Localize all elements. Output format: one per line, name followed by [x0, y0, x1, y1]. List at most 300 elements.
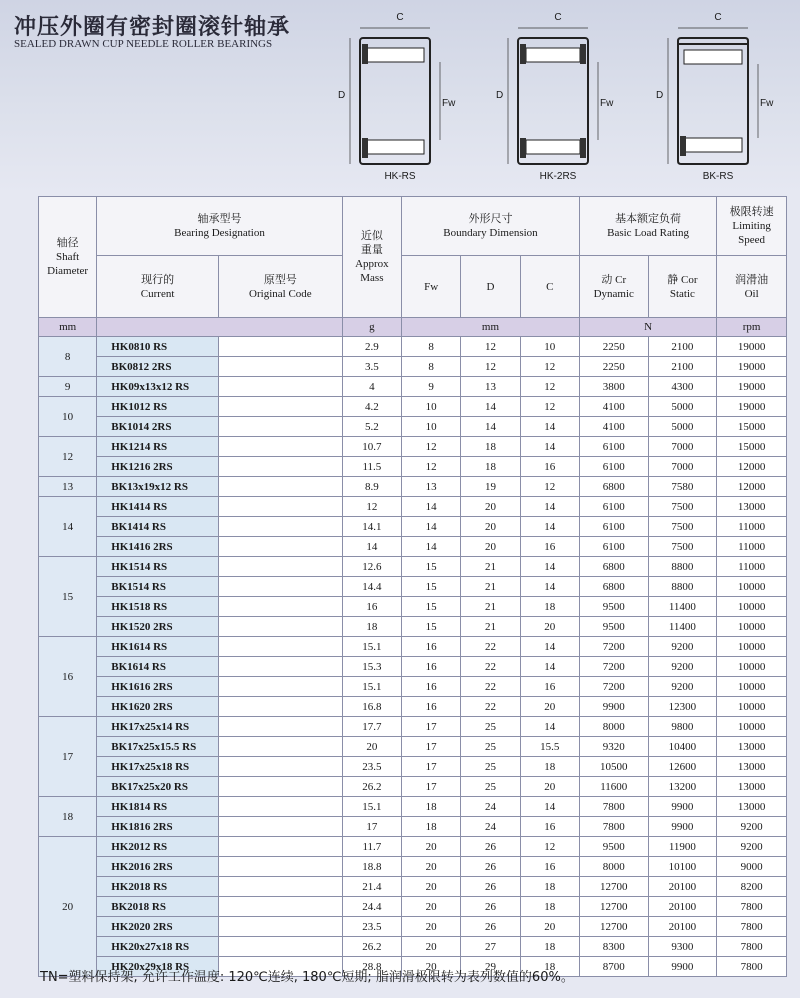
dynamic-load-cell: 6800	[579, 477, 648, 497]
mass-cell: 12	[342, 497, 401, 517]
original-code-cell	[218, 577, 342, 597]
unit-blank	[97, 318, 343, 337]
original-code-cell	[218, 677, 342, 697]
static-load-cell: 9900	[648, 797, 717, 817]
dimension-d-label: D	[656, 90, 664, 101]
d-cell: 25	[461, 757, 520, 777]
table-row	[39, 377, 787, 397]
table-row	[39, 637, 787, 657]
d-cell: 25	[461, 737, 520, 757]
static-load-cell: 7500	[648, 537, 717, 557]
dimension-d-label: D	[496, 90, 504, 101]
table-row	[39, 757, 787, 777]
static-load-cell: 7500	[648, 517, 717, 537]
static-load-cell: 20100	[648, 917, 717, 937]
c-cell: 18	[520, 937, 579, 957]
dynamic-load-cell: 6100	[579, 497, 648, 517]
current-code-cell: HK1816 2RS	[97, 817, 219, 837]
original-code-cell	[218, 457, 342, 477]
dynamic-load-cell: 9500	[579, 597, 648, 617]
original-code-cell	[218, 757, 342, 777]
dynamic-load-cell: 7800	[579, 817, 648, 837]
fw-cell: 15	[402, 617, 461, 637]
fw-cell: 20	[402, 897, 461, 917]
table-row	[39, 597, 787, 617]
d-cell: 22	[461, 677, 520, 697]
mass-cell: 10.7	[342, 437, 401, 457]
d-cell: 18	[461, 457, 520, 477]
shaft-diameter-cell: 16	[39, 637, 97, 717]
mass-cell: 12.6	[342, 557, 401, 577]
static-load-cell: 12600	[648, 757, 717, 777]
c-cell: 14	[520, 717, 579, 737]
speed-cell: 7800	[717, 917, 787, 937]
speed-cell: 19000	[717, 377, 787, 397]
header-row-1	[39, 197, 787, 256]
table-row	[39, 717, 787, 737]
shaft-header: 轴径 Shaft Diameter	[39, 197, 97, 318]
mass-cell: 16.8	[342, 697, 401, 717]
mass-cell: 11.7	[342, 837, 401, 857]
original-code-cell	[218, 377, 342, 397]
dynamic-load-cell: 6100	[579, 537, 648, 557]
static-load-cell: 11400	[648, 617, 717, 637]
mass-cell: 14.1	[342, 517, 401, 537]
static-load-cell: 20100	[648, 877, 717, 897]
speed-cell: 13000	[717, 757, 787, 777]
current-code-cell: HK1514 RS	[97, 557, 219, 577]
static-load-cell: 10100	[648, 857, 717, 877]
current-code-cell: HK1214 RS	[97, 437, 219, 457]
c-cell: 12	[520, 477, 579, 497]
current-code-cell: HK1518 RS	[97, 597, 219, 617]
dynamic-load-cell: 7800	[579, 797, 648, 817]
current-code-cell: HK17x25x14 RS	[97, 717, 219, 737]
speed-cell: 9000	[717, 857, 787, 877]
original-code-cell	[218, 437, 342, 457]
current-code-cell: HK17x25x18 RS	[97, 757, 219, 777]
fw-header: Fw	[402, 256, 461, 318]
dynamic-load-cell: 3800	[579, 377, 648, 397]
dimension-fw-label: Fw	[760, 98, 774, 109]
diagram-bk-rs	[648, 8, 788, 188]
static-load-cell: 8800	[648, 577, 717, 597]
d-cell: 19	[461, 477, 520, 497]
static-load-cell: 9200	[648, 657, 717, 677]
original-code-cell	[218, 857, 342, 877]
speed-cell: 13000	[717, 737, 787, 757]
original-code-cell	[218, 357, 342, 377]
c-cell: 14	[520, 517, 579, 537]
mass-cell: 11.5	[342, 457, 401, 477]
unit-load: N	[579, 318, 716, 337]
page-subtitle: SEALED DRAWN CUP NEEDLE ROLLER BEARINGS	[14, 38, 273, 50]
units-row	[39, 318, 787, 337]
original-header: 原型号 Original Code	[218, 256, 342, 318]
fw-cell: 14	[402, 517, 461, 537]
fw-cell: 13	[402, 477, 461, 497]
static-load-cell: 10400	[648, 737, 717, 757]
d-cell: 26	[461, 837, 520, 857]
fw-cell: 18	[402, 817, 461, 837]
mass-cell: 16	[342, 597, 401, 617]
static-load-cell: 9900	[648, 957, 717, 977]
speed-cell: 8200	[717, 877, 787, 897]
d-cell: 22	[461, 637, 520, 657]
d-cell: 14	[461, 417, 520, 437]
c-cell: 20	[520, 617, 579, 637]
static-load-cell: 9200	[648, 677, 717, 697]
static-load-cell: 2100	[648, 337, 717, 357]
c-cell: 14	[520, 417, 579, 437]
mass-cell: 4	[342, 377, 401, 397]
fw-cell: 16	[402, 677, 461, 697]
original-code-cell	[218, 777, 342, 797]
mass-header: 近似 重量 Approx Mass	[342, 197, 401, 318]
current-code-cell: HK1216 2RS	[97, 457, 219, 477]
speed-cell: 10000	[717, 577, 787, 597]
c-cell: 18	[520, 877, 579, 897]
current-code-cell: BK1514 RS	[97, 577, 219, 597]
table-row	[39, 537, 787, 557]
static-load-cell: 11400	[648, 597, 717, 617]
static-header: 静 Cor Static	[648, 256, 717, 318]
c-cell: 15.5	[520, 737, 579, 757]
fw-cell: 17	[402, 777, 461, 797]
current-code-cell: HK2012 RS	[97, 837, 219, 857]
shaft-diameter-cell: 18	[39, 797, 97, 837]
d-cell: 24	[461, 817, 520, 837]
dynamic-load-cell: 7200	[579, 637, 648, 657]
static-load-cell: 11900	[648, 837, 717, 857]
d-cell: 20	[461, 517, 520, 537]
speed-cell: 7800	[717, 937, 787, 957]
mass-cell: 23.5	[342, 917, 401, 937]
fw-cell: 17	[402, 757, 461, 777]
fw-cell: 9	[402, 377, 461, 397]
mass-cell: 26.2	[342, 937, 401, 957]
dimension-d-label: D	[338, 90, 346, 101]
c-cell: 16	[520, 537, 579, 557]
current-code-cell: BK0812 2RS	[97, 357, 219, 377]
static-load-cell: 9300	[648, 937, 717, 957]
dimension-c-label: C	[714, 12, 722, 23]
speed-cell: 11000	[717, 557, 787, 577]
d-cell: 26	[461, 897, 520, 917]
mass-cell: 24.4	[342, 897, 401, 917]
original-code-cell	[218, 417, 342, 437]
table-row	[39, 697, 787, 717]
c-cell: 20	[520, 697, 579, 717]
table-row	[39, 337, 787, 357]
d-cell: 26	[461, 877, 520, 897]
dynamic-load-cell: 4100	[579, 417, 648, 437]
original-code-cell	[218, 517, 342, 537]
c-cell: 12	[520, 377, 579, 397]
shaft-diameter-cell: 14	[39, 497, 97, 557]
fw-cell: 10	[402, 417, 461, 437]
original-code-cell	[218, 657, 342, 677]
static-load-cell: 5000	[648, 397, 717, 417]
table-row	[39, 857, 787, 877]
dimension-fw-label: Fw	[442, 98, 456, 109]
speed-cell: 13000	[717, 797, 787, 817]
dimension-c-label: C	[554, 12, 562, 23]
original-code-cell	[218, 617, 342, 637]
d-cell: 13	[461, 377, 520, 397]
mass-cell: 26.2	[342, 777, 401, 797]
dynamic-load-cell: 8700	[579, 957, 648, 977]
d-cell: 29	[461, 957, 520, 977]
static-load-cell: 7000	[648, 457, 717, 477]
current-code-cell: BK13x19x12 RS	[97, 477, 219, 497]
dynamic-load-cell: 6800	[579, 557, 648, 577]
d-cell: 20	[461, 537, 520, 557]
original-code-cell	[218, 697, 342, 717]
current-code-cell: HK0810 RS	[97, 337, 219, 357]
fw-cell: 15	[402, 557, 461, 577]
table-row	[39, 677, 787, 697]
mass-cell: 14.4	[342, 577, 401, 597]
dynamic-load-cell: 7200	[579, 657, 648, 677]
original-code-cell	[218, 937, 342, 957]
speed-cell: 11000	[717, 517, 787, 537]
spec-table-body	[39, 337, 787, 977]
original-code-cell	[218, 737, 342, 757]
mass-cell: 21.4	[342, 877, 401, 897]
fw-cell: 16	[402, 657, 461, 677]
table-row	[39, 477, 787, 497]
shaft-diameter-cell: 17	[39, 717, 97, 797]
dynamic-load-cell: 6100	[579, 437, 648, 457]
fw-cell: 20	[402, 857, 461, 877]
mass-cell: 20	[342, 737, 401, 757]
mass-cell: 15.1	[342, 677, 401, 697]
static-load-cell: 9800	[648, 717, 717, 737]
dynamic-header: 动 Cr Dynamic	[579, 256, 648, 318]
mass-cell: 23.5	[342, 757, 401, 777]
unit-speed: rpm	[717, 318, 787, 337]
original-code-cell	[218, 877, 342, 897]
d-cell: 18	[461, 437, 520, 457]
original-code-cell	[218, 557, 342, 577]
fw-cell: 14	[402, 497, 461, 517]
fw-cell: 20	[402, 957, 461, 977]
fw-cell: 20	[402, 877, 461, 897]
c-cell: 10	[520, 337, 579, 357]
current-code-cell: HK1614 RS	[97, 637, 219, 657]
original-code-cell	[218, 897, 342, 917]
c-header: C	[520, 256, 579, 318]
c-cell: 20	[520, 917, 579, 937]
current-code-cell: HK1416 2RS	[97, 537, 219, 557]
table-row	[39, 557, 787, 577]
unit-dim: mm	[402, 318, 580, 337]
speed-cell: 9200	[717, 817, 787, 837]
fw-cell: 18	[402, 797, 461, 817]
d-cell: 24	[461, 797, 520, 817]
original-code-cell	[218, 717, 342, 737]
table-row	[39, 457, 787, 477]
original-code-cell	[218, 477, 342, 497]
static-load-cell: 20100	[648, 897, 717, 917]
shaft-diameter-cell: 13	[39, 477, 97, 497]
c-cell: 12	[520, 357, 579, 377]
static-load-cell: 2100	[648, 357, 717, 377]
current-code-cell: HK2018 RS	[97, 877, 219, 897]
mass-cell: 15.1	[342, 637, 401, 657]
header-row-2	[39, 256, 787, 318]
table-row	[39, 817, 787, 837]
current-code-cell: BK2018 RS	[97, 897, 219, 917]
original-code-cell	[218, 337, 342, 357]
dynamic-load-cell: 12700	[579, 877, 648, 897]
c-cell: 14	[520, 437, 579, 457]
dynamic-load-cell: 8000	[579, 857, 648, 877]
oil-header: 润滑油 Oil	[717, 256, 787, 318]
d-cell: 21	[461, 577, 520, 597]
static-load-cell: 7580	[648, 477, 717, 497]
dimension-c-label: C	[396, 12, 404, 23]
c-cell: 14	[520, 577, 579, 597]
designation-header: 轴承型号 Bearing Designation	[97, 197, 343, 256]
c-cell: 12	[520, 397, 579, 417]
d-cell: 25	[461, 777, 520, 797]
dynamic-load-cell: 9320	[579, 737, 648, 757]
diagram-label: HK-RS	[384, 171, 416, 182]
speed-cell: 10000	[717, 697, 787, 717]
fw-cell: 8	[402, 337, 461, 357]
table-row	[39, 357, 787, 377]
dynamic-load-cell: 8000	[579, 717, 648, 737]
fw-cell: 14	[402, 537, 461, 557]
current-code-cell: HK09x13x12 RS	[97, 377, 219, 397]
speed-cell: 15000	[717, 437, 787, 457]
fw-cell: 20	[402, 937, 461, 957]
shaft-diameter-cell: 12	[39, 437, 97, 477]
current-code-cell: HK1616 2RS	[97, 677, 219, 697]
shaft-diameter-cell: 8	[39, 337, 97, 377]
unit-mass: g	[342, 318, 401, 337]
c-cell: 16	[520, 817, 579, 837]
speed-cell: 12000	[717, 457, 787, 477]
dynamic-load-cell: 9500	[579, 617, 648, 637]
original-code-cell	[218, 597, 342, 617]
original-code-cell	[218, 797, 342, 817]
speed-cell: 12000	[717, 477, 787, 497]
speed-cell: 10000	[717, 637, 787, 657]
mass-cell: 18	[342, 617, 401, 637]
dynamic-load-cell: 12700	[579, 917, 648, 937]
boundary-header: 外形尺寸 Boundary Dimension	[402, 197, 580, 256]
c-cell: 18	[520, 757, 579, 777]
fw-cell: 17	[402, 717, 461, 737]
d-cell: 25	[461, 717, 520, 737]
current-code-cell: HK20x27x18 RS	[97, 937, 219, 957]
d-cell: 12	[461, 337, 520, 357]
current-code-cell: HK2016 2RS	[97, 857, 219, 877]
speed-cell: 10000	[717, 677, 787, 697]
dynamic-load-cell: 12700	[579, 897, 648, 917]
speed-cell: 10000	[717, 717, 787, 737]
c-cell: 14	[520, 657, 579, 677]
c-cell: 14	[520, 797, 579, 817]
d-cell: 21	[461, 597, 520, 617]
current-code-cell: BK1614 RS	[97, 657, 219, 677]
speed-cell: 19000	[717, 397, 787, 417]
d-cell: 12	[461, 357, 520, 377]
original-code-cell	[218, 917, 342, 937]
d-cell: 22	[461, 657, 520, 677]
d-cell: 22	[461, 697, 520, 717]
static-load-cell: 4300	[648, 377, 717, 397]
mass-cell: 18.8	[342, 857, 401, 877]
table-row	[39, 837, 787, 857]
diagram-hk-rs	[330, 8, 470, 188]
table-row	[39, 737, 787, 757]
d-cell: 21	[461, 557, 520, 577]
current-code-cell: BK1414 RS	[97, 517, 219, 537]
speed-cell: 7800	[717, 897, 787, 917]
current-code-cell: HK2020 2RS	[97, 917, 219, 937]
current-code-cell: BK1014 2RS	[97, 417, 219, 437]
table-row	[39, 777, 787, 797]
static-load-cell: 9900	[648, 817, 717, 837]
mass-cell: 14	[342, 537, 401, 557]
mass-cell: 4.2	[342, 397, 401, 417]
c-cell: 14	[520, 637, 579, 657]
c-cell: 14	[520, 557, 579, 577]
fw-cell: 8	[402, 357, 461, 377]
d-cell: 26	[461, 857, 520, 877]
static-load-cell: 12300	[648, 697, 717, 717]
d-header: D	[461, 256, 520, 318]
c-cell: 16	[520, 457, 579, 477]
original-code-cell	[218, 397, 342, 417]
table-row	[39, 577, 787, 597]
speed-cell: 7800	[717, 957, 787, 977]
table-row	[39, 517, 787, 537]
mass-cell: 17	[342, 817, 401, 837]
mass-cell: 8.9	[342, 477, 401, 497]
d-cell: 27	[461, 937, 520, 957]
current-code-cell: HK1414 RS	[97, 497, 219, 517]
speed-cell: 11000	[717, 537, 787, 557]
d-cell: 20	[461, 497, 520, 517]
fw-cell: 17	[402, 737, 461, 757]
fw-cell: 20	[402, 837, 461, 857]
fw-cell: 12	[402, 437, 461, 457]
original-code-cell	[218, 637, 342, 657]
diagram-label: BK-RS	[702, 171, 734, 182]
shaft-diameter-cell: 15	[39, 557, 97, 637]
c-cell: 16	[520, 677, 579, 697]
table-row	[39, 417, 787, 437]
c-cell: 12	[520, 837, 579, 857]
original-code-cell	[218, 837, 342, 857]
shaft-diameter-cell: 10	[39, 397, 97, 437]
speed-cell: 19000	[717, 357, 787, 377]
table-row	[39, 797, 787, 817]
table-row	[39, 937, 787, 957]
d-cell: 26	[461, 917, 520, 937]
shaft-diameter-cell: 9	[39, 377, 97, 397]
fw-cell: 10	[402, 397, 461, 417]
dynamic-load-cell: 2250	[579, 357, 648, 377]
d-cell: 14	[461, 397, 520, 417]
c-cell: 20	[520, 777, 579, 797]
table-row	[39, 497, 787, 517]
